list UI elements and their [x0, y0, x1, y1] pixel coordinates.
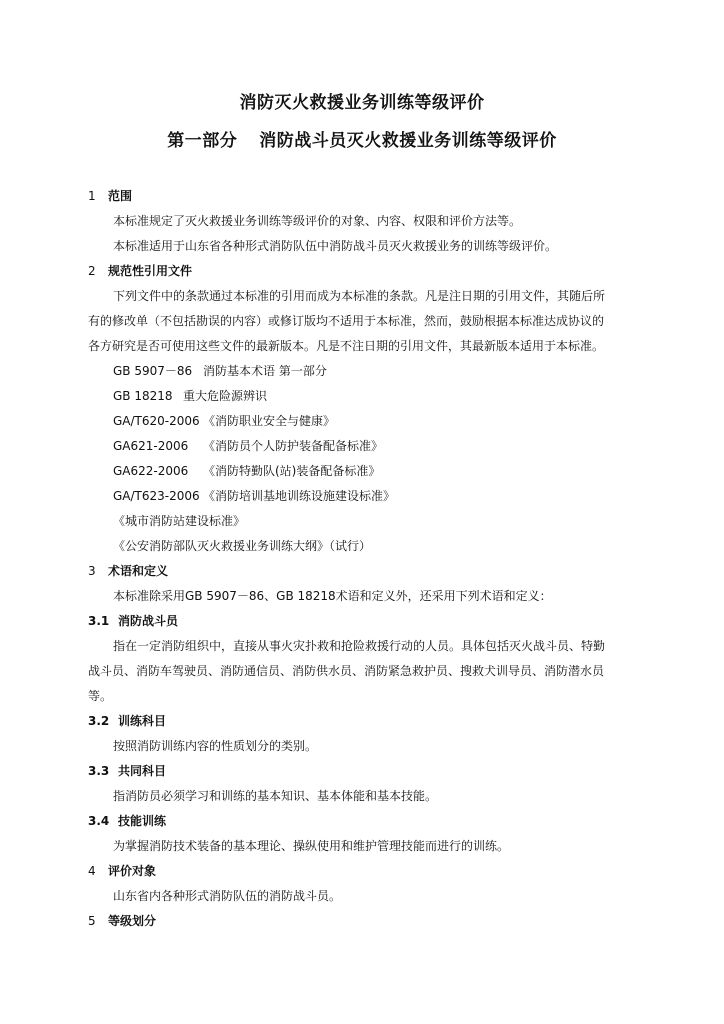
- subsection-number: 3.1: [88, 614, 110, 628]
- part-name: 消防战斗员灭火救援业务训练等级评价: [259, 131, 557, 151]
- subsection-number: 3.2: [88, 714, 110, 728]
- reference-name: 《消防职业安全与健康》: [203, 414, 336, 428]
- subsection-3-2-heading: [88, 713, 166, 729]
- reference-item: 《城市消防站建设标准》: [113, 514, 246, 528]
- reference-code: GB 5907－86: [113, 364, 193, 378]
- section-number: 3: [88, 564, 96, 578]
- section-number: 1: [88, 189, 96, 203]
- reference-item: [113, 438, 383, 454]
- subsection-number: 3.4: [88, 814, 110, 828]
- paragraph-line: 战斗员、消防车驾驶员、消防通信员、消防供水员、消防紧急救护员、搜救犬训导员、消防潜水员: [88, 664, 605, 678]
- reference-code: GA/T623-2006: [113, 489, 200, 503]
- reference-code: GA622-2006: [113, 464, 189, 478]
- section-4-heading: [88, 863, 156, 879]
- reference-item: [113, 463, 380, 479]
- section-3-heading: [88, 563, 168, 579]
- section-number: 5: [88, 914, 96, 928]
- part-title: [0, 126, 724, 151]
- subsection-number: 3.3: [88, 764, 110, 778]
- paragraph: 本标准规定了灭火救援业务训练等级评价的对象、内容、权限和评价方法等。: [113, 214, 522, 228]
- paragraph-line: 各方研究是否可使用这些文件的最新版本。凡是不注日期的引用文件，其最新版本适用于本标准。: [88, 339, 605, 353]
- subsection-title: 技能训练: [118, 814, 167, 828]
- section-2-heading: [88, 263, 192, 279]
- paragraph-line: 有的修改单（不包括勘误的内容）或修订版均不适用于本标准，然而，鼓励根据本标准达成协议的: [88, 314, 605, 328]
- reference-name: 《消防特勤队(站)装备配备标准》: [203, 464, 381, 478]
- subsection-3-3-heading: [88, 763, 166, 779]
- part-label: 第一部分: [167, 131, 238, 151]
- section-1-heading: [88, 188, 132, 204]
- paragraph: 为掌握消防技术装备的基本理论、操纵使用和维护管理技能而进行的训练。: [113, 839, 510, 853]
- section-number: 2: [88, 264, 96, 278]
- reference-name: 消防基本术语 第一部分: [203, 364, 327, 378]
- section-5-heading: [88, 913, 156, 929]
- paragraph: 指消防员必须学习和训练的基本知识、基本体能和基本技能。: [113, 789, 438, 803]
- paragraph-line: 下列文件中的条款通过本标准的引用而成为本标准的条款。凡是注日期的引用文件，其随后所: [113, 289, 606, 303]
- section-title: 规范性引用文件: [108, 264, 193, 278]
- paragraph: 山东省内各种形式消防队伍的消防战斗员。: [113, 889, 342, 903]
- reference-item: [113, 363, 327, 379]
- reference-name: 《消防员个人防护装备配备标准》: [203, 439, 384, 453]
- reference-code: GA621-2006: [113, 439, 189, 453]
- paragraph: 本标准适用于山东省各种形式消防队伍中消防战斗员灭火救援业务的训练等级评价。: [113, 239, 558, 253]
- reference-item: [113, 413, 335, 429]
- section-title: 范围: [108, 189, 133, 203]
- subsection-title: 训练科目: [118, 714, 167, 728]
- reference-name: 《消防培训基地训练设施建设标准》: [203, 489, 396, 503]
- paragraph-line: 等。: [88, 689, 113, 703]
- reference-code: GA/T620-2006: [113, 414, 200, 428]
- reference-item: [113, 388, 267, 404]
- paragraph-line: 指在一定消防组织中，直接从事火灾扑救和抢险救援行动的人员。具体包括灭火战斗员、特勤: [113, 639, 606, 653]
- reference-item: 《公安消防部队灭火救援业务训练大纲》（试行）: [113, 539, 372, 553]
- subsection-3-4-heading: [88, 813, 166, 829]
- section-title: 等级划分: [108, 914, 157, 928]
- subsection-title: 消防战斗员: [118, 614, 179, 628]
- document-title: 消防灭火救援业务训练等级评价: [239, 93, 485, 113]
- reference-item: [113, 488, 395, 504]
- paragraph: 本标准除采用GB 5907－86、GB 18218术语和定义外，还采用下列术语和定义：: [113, 589, 552, 603]
- reference-name: 重大危险源辨识: [183, 389, 268, 403]
- subsection-title: 共同科目: [118, 764, 167, 778]
- subsection-3-1-heading: [88, 613, 178, 629]
- section-title: 术语和定义: [108, 564, 169, 578]
- section-title: 评价对象: [108, 864, 157, 878]
- reference-code: GB 18218: [113, 389, 173, 403]
- section-number: 4: [88, 864, 96, 878]
- paragraph: 按照消防训练内容的性质划分的类别。: [113, 739, 318, 753]
